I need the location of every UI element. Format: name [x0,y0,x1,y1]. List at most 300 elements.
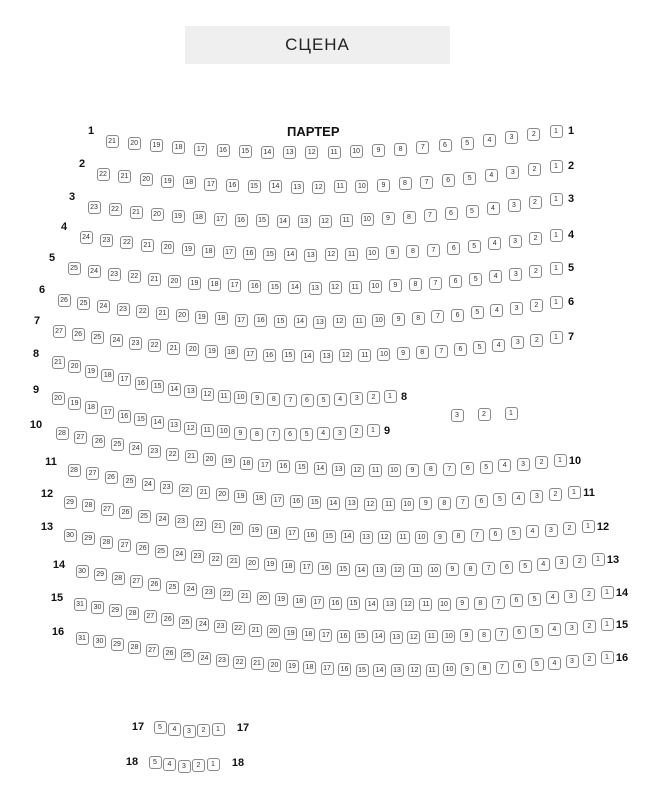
seat[interactable]: 11 [426,664,439,677]
seat[interactable]: 24 [97,300,110,313]
seat[interactable]: 23 [129,337,142,350]
seat[interactable]: 12 [339,349,352,362]
seat[interactable]: 2 [535,456,548,469]
seat[interactable]: 1 [550,193,563,206]
seat[interactable]: 11 [425,630,438,643]
seat[interactable]: 22 [109,203,122,216]
seat[interactable]: 16 [304,529,317,542]
seat[interactable]: 5 [531,658,544,671]
seat[interactable]: 17 [235,314,248,327]
seat[interactable]: 12 [329,281,342,294]
seat[interactable]: 19 [85,365,98,378]
seat[interactable]: 20 [151,208,164,221]
seat[interactable]: 11 [419,598,432,611]
seat[interactable]: 8 [478,662,491,675]
seat[interactable]: 13 [391,664,404,677]
seat[interactable]: 17 [258,459,271,472]
seat[interactable]: 12 [378,531,391,544]
seat[interactable]: 5 [469,273,482,286]
seat[interactable]: 8 [406,245,419,258]
seat[interactable]: 18 [172,141,185,154]
seat[interactable]: 21 [212,520,225,533]
seat[interactable]: 11 [409,564,422,577]
seat[interactable]: 14 [355,564,368,577]
seat[interactable]: 9 [392,313,405,326]
seat[interactable]: 24 [110,334,123,347]
seat[interactable]: 1 [550,296,563,309]
seat[interactable]: 24 [88,265,101,278]
seat[interactable]: 12 [407,631,420,644]
seat[interactable]: 16 [290,495,303,508]
seat[interactable]: 1 [550,262,563,275]
seat[interactable]: 3 [555,556,568,569]
seat[interactable]: 16 [318,562,331,575]
seat[interactable]: 7 [482,562,495,575]
seat[interactable]: 2 [563,522,576,535]
seat[interactable]: 31 [74,598,87,611]
seat[interactable]: 1 [568,486,581,499]
seat[interactable]: 13 [304,249,317,262]
seat[interactable]: 9 [434,531,447,544]
seat[interactable]: 11 [382,498,395,511]
seat[interactable]: 2 [549,488,562,501]
seat[interactable]: 13 [390,631,403,644]
seat[interactable]: 6 [445,207,458,220]
seat[interactable]: 16 [235,214,248,227]
seat[interactable]: 21 [227,555,240,568]
seat[interactable]: 24 [198,652,211,665]
seat[interactable]: 2 [530,334,543,347]
seat[interactable]: 17 [271,494,284,507]
seat[interactable]: 18 [215,312,228,325]
seat[interactable]: 6 [284,428,297,441]
seat[interactable]: 26 [72,328,85,341]
seat[interactable]: 20 [161,241,174,254]
seat[interactable]: 23 [202,586,215,599]
seat[interactable]: 22 [97,168,110,181]
seat[interactable]: 9 [460,629,473,642]
seat[interactable]: 13 [383,598,396,611]
seat[interactable]: 11 [334,180,347,193]
seat[interactable]: 4 [334,393,347,406]
seat[interactable]: 6 [500,561,513,574]
seat[interactable]: 15 [337,563,350,576]
seat[interactable]: 3 [517,458,530,471]
seat[interactable]: 27 [130,575,143,588]
seat[interactable]: 16 [248,280,261,293]
seat[interactable]: 1 [582,520,595,533]
seat[interactable]: 26 [136,542,149,555]
seat[interactable]: 19 [286,660,299,673]
seat[interactable]: 22 [120,236,133,249]
seat[interactable]: 6 [454,343,467,356]
seat[interactable]: 16 [243,247,256,260]
seat[interactable]: 10 [438,598,451,611]
seat[interactable]: 18 [293,595,306,608]
seat[interactable]: 10 [372,314,385,327]
seat[interactable]: 12 [333,315,346,328]
seat[interactable]: 15 [347,597,360,610]
seat[interactable]: 19 [182,243,195,256]
seat[interactable]: 8 [394,143,407,156]
seat[interactable]: 1 [207,758,220,771]
seat[interactable]: 15 [239,145,252,158]
seat[interactable]: 19 [188,277,201,290]
seat[interactable]: 21 [156,307,169,320]
seat[interactable]: 21 [52,356,65,369]
seat[interactable]: 13 [283,146,296,159]
seat[interactable]: 3 [566,655,579,668]
seat[interactable]: 23 [191,550,204,563]
seat[interactable]: 3 [505,131,518,144]
seat[interactable]: 2 [528,163,541,176]
seat[interactable]: 14 [314,462,327,475]
seat[interactable]: 6 [449,275,462,288]
seat[interactable]: 10 [401,498,414,511]
seat[interactable]: 13 [360,531,373,544]
seat[interactable]: 14 [341,530,354,543]
seat[interactable]: 21 [197,486,210,499]
seat[interactable]: 16 [329,597,342,610]
seat[interactable]: 19 [150,139,163,152]
seat[interactable]: 2 [367,391,380,404]
seat[interactable]: 30 [64,529,77,542]
seat[interactable]: 29 [94,568,107,581]
seat[interactable]: 29 [111,638,124,651]
seat[interactable]: 4 [548,623,561,636]
seat[interactable]: 24 [196,618,209,631]
seat[interactable]: 15 [134,413,147,426]
seat[interactable]: 25 [155,545,168,558]
seat[interactable]: 27 [86,467,99,480]
seat[interactable]: 17 [101,406,114,419]
seat[interactable]: 15 [308,496,321,509]
seat[interactable]: 27 [74,431,87,444]
seat[interactable]: 20 [268,659,281,672]
seat[interactable]: 3 [545,524,558,537]
seat[interactable]: 18 [253,492,266,505]
seat[interactable]: 19 [68,397,81,410]
seat[interactable]: 15 [355,630,368,643]
seat[interactable]: 24 [80,231,93,244]
seat[interactable]: 3 [350,392,363,405]
seat[interactable]: 23 [175,515,188,528]
seat[interactable]: 11 [353,315,366,328]
seat[interactable]: 17 [228,279,241,292]
seat[interactable]: 19 [275,593,288,606]
seat[interactable]: 26 [105,471,118,484]
seat[interactable]: 3 [511,336,524,349]
seat[interactable]: 22 [232,622,245,635]
seat[interactable]: 18 [240,457,253,470]
seat[interactable]: 23 [88,201,101,214]
seat[interactable]: 5 [530,625,543,638]
seat[interactable]: 10 [350,145,363,158]
seat[interactable]: 8 [399,177,412,190]
seat[interactable]: 16 [337,630,350,643]
seat[interactable]: 20 [230,522,243,535]
seat[interactable]: 20 [168,275,181,288]
seat[interactable]: 6 [451,309,464,322]
seat[interactable]: 27 [146,644,159,657]
seat[interactable]: 18 [208,278,221,291]
seat[interactable]: 12 [408,664,421,677]
seat[interactable]: 15 [151,380,164,393]
seat[interactable]: 21 [118,170,131,183]
seat[interactable]: 12 [391,564,404,577]
seat[interactable]: 16 [118,410,131,423]
seat[interactable]: 19 [249,524,262,537]
seat[interactable]: 4 [168,723,181,736]
seat[interactable]: 26 [92,435,105,448]
seat[interactable]: 22 [148,339,161,352]
seat[interactable]: 3 [530,490,543,503]
seat[interactable]: 16 [277,460,290,473]
seat[interactable]: 3 [333,427,346,440]
seat[interactable]: 4 [490,304,503,317]
seat[interactable]: 9 [382,212,395,225]
seat[interactable]: 9 [372,144,385,157]
seat[interactable]: 1 [550,331,563,344]
seat[interactable]: 30 [91,601,104,614]
seat[interactable]: 25 [77,297,90,310]
seat[interactable]: 2 [530,299,543,312]
seat[interactable]: 20 [128,137,141,150]
seat[interactable]: 24 [156,513,169,526]
seat[interactable]: 1 [550,160,563,173]
seat[interactable]: 2 [573,555,586,568]
seat[interactable]: 24 [142,478,155,491]
seat[interactable]: 21 [130,206,143,219]
seat[interactable]: 4 [487,202,500,215]
seat[interactable]: 16 [135,377,148,390]
seat[interactable]: 22 [220,588,233,601]
seat[interactable]: 23 [214,620,227,633]
seat[interactable]: 14 [168,383,181,396]
seat[interactable]: 9 [446,563,459,576]
seat[interactable]: 2 [583,620,596,633]
seat[interactable]: 28 [68,464,81,477]
seat[interactable]: 2 [583,653,596,666]
seat[interactable]: 13 [332,463,345,476]
seat[interactable]: 14 [294,315,307,328]
seat[interactable]: 10 [428,564,441,577]
seat[interactable]: 14 [261,146,274,159]
seat[interactable]: 12 [351,464,364,477]
seat[interactable]: 19 [205,345,218,358]
seat[interactable]: 10 [355,180,368,193]
seat[interactable]: 31 [76,632,89,645]
seat[interactable]: 16 [263,349,276,362]
seat[interactable]: 21 [249,624,262,637]
seat[interactable]: 18 [193,211,206,224]
seat[interactable]: 8 [424,463,437,476]
seat[interactable]: 8 [464,563,477,576]
seat[interactable]: 11 [345,248,358,261]
seat[interactable]: 19 [195,311,208,324]
seat[interactable]: 20 [52,392,65,405]
seat[interactable]: 6 [510,594,523,607]
seat[interactable]: 9 [419,497,432,510]
seat[interactable]: 5 [154,721,167,734]
seat[interactable]: 21 [141,239,154,252]
seat[interactable]: 16 [217,144,230,157]
seat[interactable]: 5 [471,306,484,319]
seat[interactable]: 6 [475,495,488,508]
seat[interactable]: 7 [496,661,509,674]
seat[interactable]: 12 [401,598,414,611]
seat[interactable]: 16 [226,179,239,192]
seat[interactable]: 19 [161,175,174,188]
seat[interactable]: 21 [185,450,198,463]
seat[interactable]: 5 [468,240,481,253]
seat[interactable]: 25 [91,331,104,344]
seat[interactable]: 12 [305,146,318,159]
seat[interactable]: 19 [284,627,297,640]
seat[interactable]: 20 [186,343,199,356]
seat[interactable]: 9 [234,427,247,440]
seat[interactable]: 28 [100,536,113,549]
seat[interactable]: 4 [537,558,550,571]
seat[interactable]: 3 [565,622,578,635]
seat[interactable]: 17 [300,561,313,574]
seat[interactable]: 3 [508,199,521,212]
seat[interactable]: 28 [126,607,139,620]
seat[interactable]: 2 [529,265,542,278]
seat[interactable]: 12 [201,388,214,401]
seat[interactable]: 2 [527,128,540,141]
seat[interactable]: 1 [601,618,614,631]
seat[interactable]: 25 [123,475,136,488]
seat[interactable]: 12 [364,498,377,511]
seat[interactable]: 13 [184,385,197,398]
seat[interactable]: 25 [181,649,194,662]
seat[interactable]: 13 [320,350,333,363]
seat[interactable]: 18 [225,346,238,359]
seat[interactable]: 3 [506,166,519,179]
seat[interactable]: 17 [194,143,207,156]
seat[interactable]: 25 [166,581,179,594]
seat[interactable]: 21 [167,342,180,355]
seat[interactable]: 5 [466,205,479,218]
seat[interactable]: 6 [489,528,502,541]
seat[interactable]: 25 [179,616,192,629]
seat[interactable]: 26 [58,294,71,307]
seat[interactable]: 4 [317,427,330,440]
seat[interactable]: 15 [356,664,369,677]
seat[interactable]: 22 [179,484,192,497]
seat[interactable]: 1 [554,454,567,467]
seat[interactable]: 9 [386,246,399,259]
seat[interactable]: 10 [366,247,379,260]
seat[interactable]: 1 [212,723,225,736]
seat[interactable]: 15 [256,214,269,227]
seat[interactable]: 5 [149,756,162,769]
seat[interactable]: 8 [416,346,429,359]
seat[interactable]: 9 [406,464,419,477]
seat[interactable]: 13 [373,564,386,577]
seat[interactable]: 14 [151,416,164,429]
seat[interactable]: 19 [222,455,235,468]
seat[interactable]: 22 [128,270,141,283]
seat[interactable]: 17 [286,527,299,540]
seat[interactable]: 2 [350,425,363,438]
seat[interactable]: 11 [328,146,341,159]
seat[interactable]: 26 [148,578,161,591]
seat[interactable]: 2 [529,196,542,209]
seat[interactable]: 21 [148,273,161,286]
seat[interactable]: 18 [101,369,114,382]
seat[interactable]: 5 [508,527,521,540]
seat[interactable]: 29 [109,604,122,617]
seat[interactable]: 12 [325,248,338,261]
seat[interactable]: 5 [463,172,476,185]
seat[interactable]: 25 [111,438,124,451]
seat[interactable]: 7 [471,529,484,542]
seat[interactable]: 4 [489,270,502,283]
seat[interactable]: 18 [85,401,98,414]
seat[interactable]: 9 [461,663,474,676]
seat[interactable]: 6 [513,660,526,673]
seat[interactable]: 11 [369,464,382,477]
seat[interactable]: 7 [416,141,429,154]
seat[interactable]: 8 [452,530,465,543]
seat[interactable]: 14 [365,598,378,611]
seat[interactable]: 8 [267,393,280,406]
seat[interactable]: 22 [136,305,149,318]
seat[interactable]: 10 [415,531,428,544]
seat[interactable]: 18 [303,661,316,674]
seat[interactable]: 18 [267,526,280,539]
seat[interactable]: 26 [163,647,176,660]
seat[interactable]: 11 [358,349,371,362]
seat[interactable]: 20 [68,360,81,373]
seat[interactable]: 3 [510,302,523,315]
seat[interactable]: 3 [178,760,191,773]
seat[interactable]: 24 [129,442,142,455]
seat[interactable]: 10 [388,464,401,477]
seat[interactable]: 7 [427,244,440,257]
seat[interactable]: 17 [204,178,217,191]
seat[interactable]: 23 [108,268,121,281]
seat[interactable]: 28 [82,499,95,512]
seat[interactable]: 15 [263,248,276,261]
seat[interactable]: 7 [495,628,508,641]
seat[interactable]: 7 [429,277,442,290]
seat[interactable]: 20 [257,592,270,605]
seat[interactable]: 2 [478,408,491,421]
seat[interactable]: 11 [349,281,362,294]
seat[interactable]: 27 [53,325,66,338]
seat[interactable]: 26 [119,506,132,519]
seat[interactable]: 21 [238,590,251,603]
seat[interactable]: 3 [564,590,577,603]
seat[interactable]: 20 [176,309,189,322]
seat[interactable]: 10 [369,280,382,293]
seat[interactable]: 16 [338,663,351,676]
seat[interactable]: 8 [474,597,487,610]
seat[interactable]: 14 [284,248,297,261]
seat[interactable]: 17 [319,629,332,642]
seat[interactable]: 14 [372,630,385,643]
seat[interactable]: 4 [488,237,501,250]
seat[interactable]: 7 [456,496,469,509]
seat[interactable]: 7 [492,596,505,609]
seat[interactable]: 12 [184,422,197,435]
seat[interactable]: 14 [269,180,282,193]
seat[interactable]: 23 [100,234,113,247]
seat[interactable]: 15 [268,281,281,294]
